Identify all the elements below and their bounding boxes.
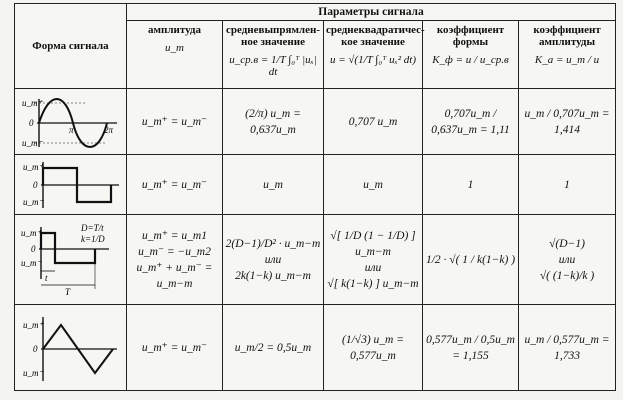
cell-crest-factor: u_m / 0,707u_m = 1,414 bbox=[519, 89, 616, 155]
table-row bbox=[15, 215, 616, 305]
shape-label: u_m⁺ bbox=[21, 97, 42, 108]
triangle-wave-shape bbox=[15, 305, 127, 391]
shape-header: Форма сигнала bbox=[15, 4, 127, 89]
shape-label: 0 bbox=[30, 243, 35, 254]
cell-form-factor: 1 bbox=[423, 155, 519, 215]
column-header-crest-factor: коэффициент амплитуды K_а = u_m / u bbox=[519, 21, 616, 89]
cell-form-factor: 1/2 · √( 1 / k(1−k) ) bbox=[423, 215, 519, 305]
cell-crest-factor: √(D−1) или √( (1−k)/k ) bbox=[519, 215, 616, 305]
cell-crest-factor: u_m / 0,577u_m = 1,733 bbox=[519, 305, 616, 391]
shape-label: k=1/D bbox=[80, 233, 105, 244]
column-formula: K_а = u_m / u bbox=[534, 54, 600, 66]
cell-rms: u_m bbox=[324, 155, 423, 215]
cell-rms: 0,707 u_m bbox=[324, 89, 423, 155]
group-header: Параметры сигнала bbox=[127, 4, 616, 21]
column-header-rms: среднеквадратичес-кое значение u = √(1/T ∫₀ᵀ uₓ² dt) bbox=[324, 21, 423, 89]
cell-form-factor: 0,707u_m / 0,637u_m = 1,11 bbox=[423, 89, 519, 155]
shape-label: D=T/t bbox=[80, 222, 104, 233]
cell-amplitude: u_m⁺ = u_m⁻ bbox=[127, 305, 223, 391]
column-formula: u_m bbox=[165, 42, 184, 54]
shape-label: 0 bbox=[32, 179, 37, 190]
cell-rms: (1/√3) u_m = 0,577u_m bbox=[324, 305, 423, 391]
square-wave-shape bbox=[15, 155, 127, 215]
shape-label: u_m⁻ bbox=[22, 196, 43, 207]
shape-label: 0 bbox=[32, 343, 37, 354]
column-formula: u_ср.в = 1/T ∫₀ᵀ |uₓ| dt bbox=[229, 54, 317, 78]
column-formula: u = √(1/T ∫₀ᵀ uₓ² dt) bbox=[329, 54, 417, 66]
table-row bbox=[15, 305, 616, 391]
cell-amplitude: u_m⁺ = u_m⁻ bbox=[127, 155, 223, 215]
cell-crest-factor: 1 bbox=[519, 155, 616, 215]
sine-wave-shape bbox=[15, 89, 127, 155]
shape-label: T bbox=[64, 286, 70, 297]
table-row bbox=[15, 155, 616, 215]
cell-form-factor: 0,577u_m / 0,5u_m = 1,155 bbox=[423, 305, 519, 391]
cell-amplitude: u_m⁺ = u_m⁻ bbox=[127, 89, 223, 155]
column-header-form-factor: коэффициент формы K_ф = u / u_ср.в bbox=[423, 21, 519, 89]
shape-label: u_m⁺ bbox=[22, 319, 43, 330]
shape-label: u_m⁻ bbox=[21, 137, 42, 148]
shape-label: u_m⁺ bbox=[22, 161, 43, 172]
cell-rectified-mean: u_m bbox=[223, 155, 324, 215]
cell-rectified-mean: u_m/2 = 0,5u_m bbox=[223, 305, 324, 391]
shape-label: u_m⁺ bbox=[20, 227, 41, 238]
column-formula: K_ф = u / u_ср.в bbox=[432, 54, 509, 66]
shape-label: π bbox=[68, 124, 74, 135]
shape-label: u_m⁻ bbox=[20, 257, 41, 268]
cell-rectified-mean: 2(D−1)/D² · u_m−m или 2k(1−k) u_m−m bbox=[223, 215, 324, 305]
pulse-wave-shape bbox=[15, 215, 127, 305]
signal-parameters-table bbox=[14, 3, 616, 391]
shape-label: 2π bbox=[103, 124, 113, 135]
shape-label: u_m⁻ bbox=[22, 367, 43, 378]
cell-rms: √[ 1/D (1 − 1/D) ] u_m−m или √[ k(1−k) ] u_m−m bbox=[324, 215, 423, 305]
column-header-amplitude: амплитуда u_m bbox=[127, 21, 223, 89]
table-row bbox=[15, 89, 616, 155]
cell-rectified-mean: (2/π) u_m = 0,637u_m bbox=[223, 89, 324, 155]
cell-amplitude: u_m⁺ = u_m1 u_m⁻ = −u_m2 u_m⁺ + u_m⁻ = u_m−m bbox=[127, 215, 223, 305]
column-header-rectified-mean: средневыпрямлен-ное значение u_ср.в = 1/T ∫₀ᵀ |uₓ| dt bbox=[223, 21, 324, 89]
shape-label: 0 bbox=[28, 117, 33, 128]
shape-label: t bbox=[44, 272, 48, 283]
